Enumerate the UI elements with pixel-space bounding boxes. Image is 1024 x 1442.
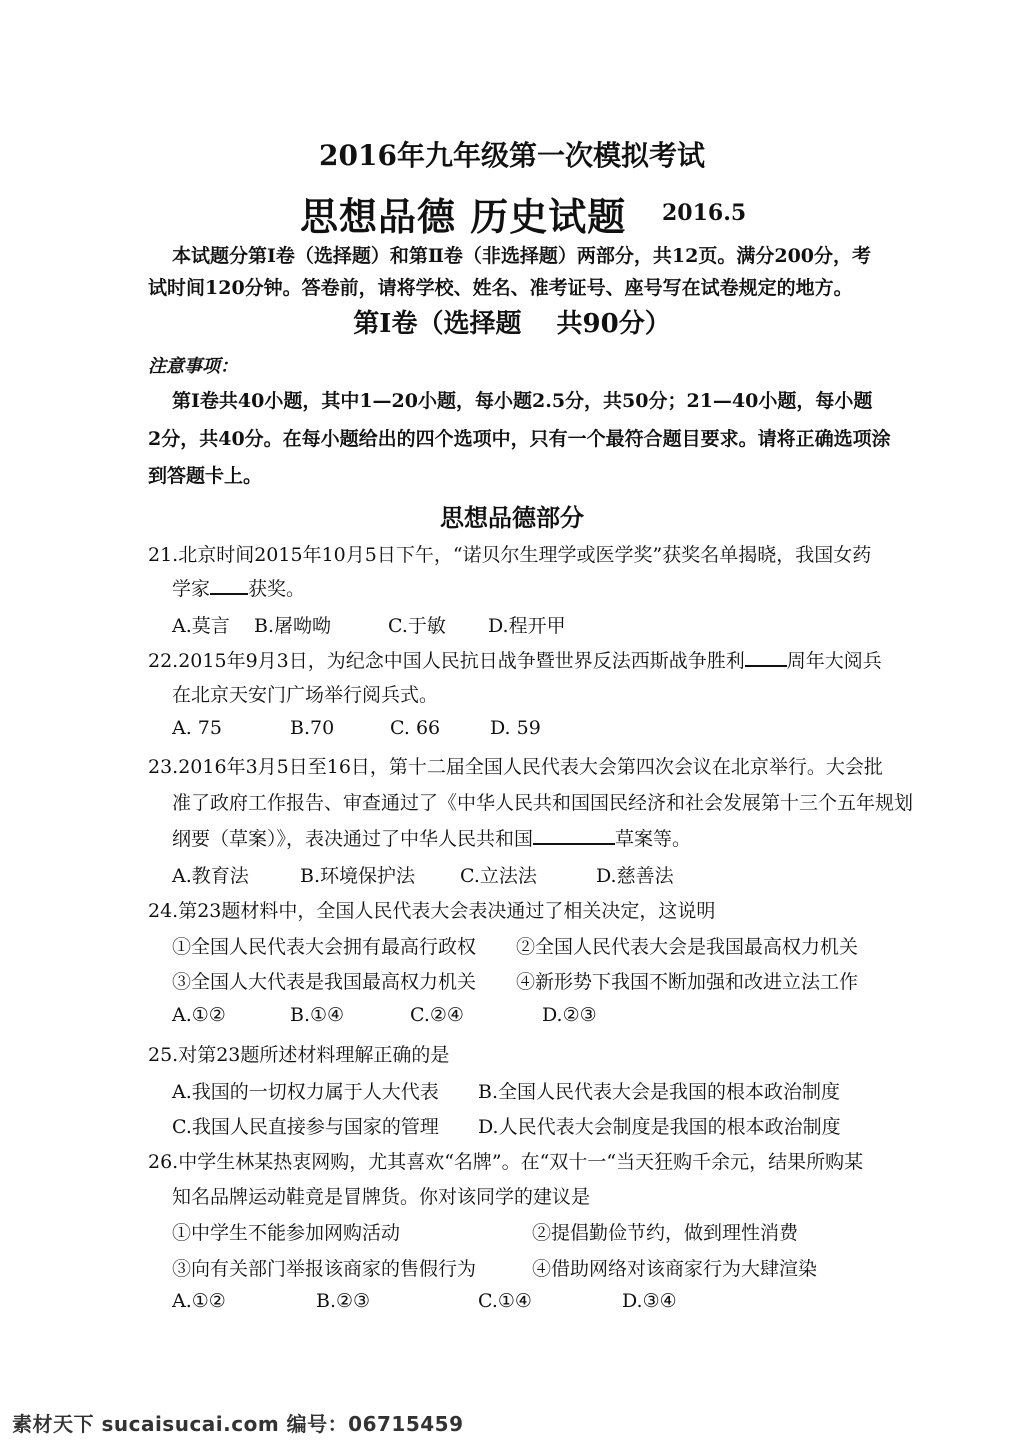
q26-option-a: A.①② xyxy=(172,1290,226,1312)
answer-blank xyxy=(533,825,615,845)
q22-option-b: B.70 xyxy=(290,717,335,739)
exam-title: 2016年九年级第一次模拟考试 xyxy=(319,139,705,172)
q21-line-2: 学家 获奖。 xyxy=(172,574,305,601)
answer-blank xyxy=(210,575,248,595)
q24-option-b: B.①④ xyxy=(290,1004,345,1026)
q26-item-4: ④借助网络对该商家行为大肆渲染 xyxy=(532,1258,818,1280)
part-heading: 思想品德部分 xyxy=(440,503,584,532)
intro-line-2: 试时间120分钟。答卷前，请将学校、姓名、准考证号、座号写在试卷规定的地方。 xyxy=(148,277,853,299)
q23-line-3: 纲要（草案）》，表决通过了中华人民共和国 草案等。 xyxy=(172,824,691,851)
q26-line-2: 知名品牌运动鞋竟是冒牌货。你对该同学的建议是 xyxy=(172,1186,591,1208)
q24-item-4: ④新形势下我国不断加强和改进立法工作 xyxy=(516,971,859,993)
q25-line-1: 25.对第23题所述材料理解正确的是 xyxy=(148,1044,450,1066)
notice-line-1: 第Ⅰ卷共40小题，其中1—20小题，每小题2.5分，共50分；21—40小题，每小题 xyxy=(172,390,873,412)
q24-item-2: ②全国人民代表大会是我国最高权力机关 xyxy=(516,936,859,958)
q24-item-1: ①全国人民代表大会拥有最高行政权 xyxy=(172,936,477,958)
notice-line-2: 2分，共40分。在每小题给出的四个选项中，只有一个最符合题目要求。请将正确选项涂 xyxy=(148,428,891,450)
q23-option-c: C.立法法 xyxy=(460,865,537,887)
q22-line-2: 在北京天安门广场举行阅兵式。 xyxy=(172,684,439,706)
watermark: 素材天下 sucaisucai.com 编号：06715459 xyxy=(12,1412,464,1436)
q21-line-1: 21.北京时间2015年10月5日下午，“诺贝尔生理学或医学奖”获奖名单揭晓，我国女药 xyxy=(148,544,872,566)
q26-item-3: ③向有关部门举报该商家的售假行为 xyxy=(172,1258,477,1280)
q25-option-d: D.人民代表大会制度是我国的根本政治制度 xyxy=(478,1116,841,1138)
q24-item-3: ③全国人大代表是我国最高权力机关 xyxy=(172,971,477,993)
q23-option-d: D.慈善法 xyxy=(596,865,674,887)
q24-option-d: D.②③ xyxy=(542,1004,597,1026)
q22-option-c: C. 66 xyxy=(390,717,441,739)
q26-option-b: B.②③ xyxy=(316,1290,371,1312)
q26-line-1: 26.中学生林某热衷网购，尤其喜欢“名牌”。在“双十一“当天狂购千余元，结果所购某 xyxy=(148,1151,864,1173)
intro-line-1: 本试题分第Ⅰ卷（选择题）和第Ⅱ卷（非选择题）两部分，共12页。满分200分，考 xyxy=(172,245,872,267)
q21-option-a: A.莫言 xyxy=(172,615,230,637)
q21-option-c: C.于敏 xyxy=(388,615,446,637)
q26-option-c: C.①④ xyxy=(478,1290,532,1312)
q22-line-1: 22.2015年9月3日，为纪念中国人民抗日战争暨世界反法西斯战争胜利 周年大阅兵 xyxy=(148,646,882,673)
section-heading: 第Ⅰ卷（选择题 共90分） xyxy=(353,309,671,339)
q23-line-2: 准了政府工作报告、审查通过了《中华人民共和国国民经济和社会发展第十三个五年规划 xyxy=(172,792,914,814)
exam-date: 2016.5 xyxy=(662,200,747,226)
notice-label: 注意事项： xyxy=(148,356,238,377)
q26-option-d: D.③④ xyxy=(622,1290,677,1312)
q24-option-c: C.②④ xyxy=(410,1004,464,1026)
answer-blank xyxy=(745,647,787,667)
exam-subtitle: 思想品德 历史试题 xyxy=(300,194,627,239)
q25-option-c: C.我国人民直接参与国家的管理 xyxy=(172,1116,439,1138)
q22-option-d: D. 59 xyxy=(490,717,541,739)
q22-option-a: A. 75 xyxy=(172,717,222,739)
q25-option-a: A.我国的一切权力属于人大代表 xyxy=(172,1081,439,1103)
q23-option-b: B.环境保护法 xyxy=(300,865,416,887)
q23-line-1: 23.2016年3月5日至16日，第十二届全国人民代表大会第四次会议在北京举行。大会批 xyxy=(148,756,883,778)
q21-option-d: D.程开甲 xyxy=(488,615,566,637)
q25-option-b: B.全国人民代表大会是我国的根本政治制度 xyxy=(478,1081,841,1103)
q26-item-2: ②提倡勤俭节约，做到理性消费 xyxy=(532,1222,799,1244)
notice-line-3: 到答题卡上。 xyxy=(148,465,263,487)
q24-option-a: A.①② xyxy=(172,1004,226,1026)
q26-item-1: ①中学生不能参加网购活动 xyxy=(172,1222,401,1244)
q24-line-1: 24.第23题材料中，全国人民代表大会表决通过了相关决定，这说明 xyxy=(148,900,716,922)
q23-option-a: A.教育法 xyxy=(172,865,249,887)
q21-option-b: B.屠呦呦 xyxy=(254,615,332,637)
